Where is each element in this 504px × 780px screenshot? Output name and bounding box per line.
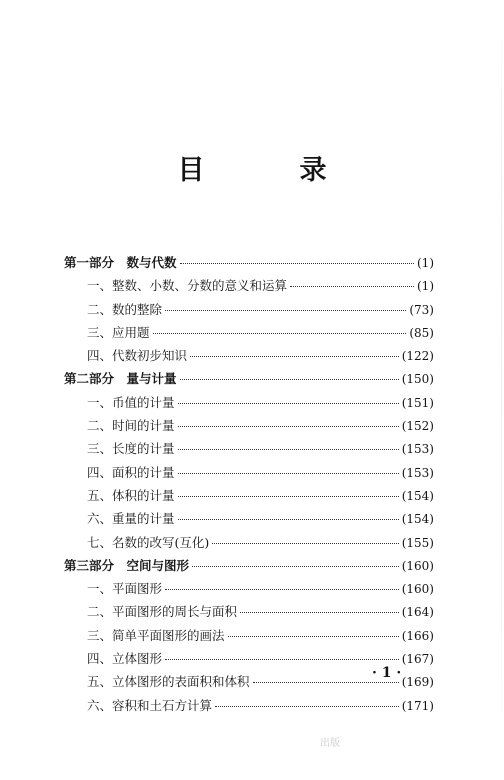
dot-leader [165,659,399,660]
page-title: 目 录 [177,155,361,186]
scan-edge-mark: 出版 [320,738,340,749]
table-of-contents [64,253,434,719]
dot-leader [180,263,414,264]
toc-entry-label: 三、长度的计量 [87,441,175,457]
toc-entry-label: 六、容积和土石方计算 [87,697,213,713]
dot-leader [165,310,406,311]
toc-entry-label: 七、名数的改写(互化) [87,534,210,550]
dot-leader [180,379,399,380]
toc-page-number: (73) [409,302,434,317]
toc-entry-row [64,439,434,462]
dot-leader [228,636,399,637]
toc-entry-label: 一、平面图形 [87,581,163,597]
toc-page-number: (153) [401,465,434,480]
toc-page-number: (164) [401,605,434,620]
toc-entry-row [64,276,434,299]
toc-entry-label: 第一部分 数与代数 [64,255,177,270]
toc-entry-row [64,509,434,532]
page-number: · 1 · [372,665,402,681]
dot-leader [215,706,399,707]
toc-page-number: (171) [401,698,434,713]
toc-part-row [64,253,434,276]
toc-page-number: (122) [401,349,434,364]
dot-leader [178,426,399,427]
toc-page-number: (85) [409,325,434,340]
dot-leader [212,543,398,544]
toc-entry-row [64,696,434,719]
toc-entry-row [64,486,434,509]
toc-entry-label: 四、面积的计量 [87,464,175,480]
toc-page-number: (160) [401,582,434,597]
page-edge-shadow [501,0,502,780]
toc-entry-row [64,346,434,369]
dot-leader [165,589,399,590]
dot-leader [153,333,407,334]
toc-page-number: (151) [401,395,434,410]
toc-entry-label: 三、应用题 [87,324,150,340]
toc-entry-label: 四、立体图形 [87,651,163,667]
toc-entry-label: 五、立体图形的表面积和体积 [87,674,250,690]
toc-entry-row [64,300,434,323]
dot-leader [192,566,399,567]
toc-page-number: (167) [401,652,434,667]
toc-entry-label: 第三部分 空间与图形 [64,557,190,573]
toc-entry-row [64,579,434,602]
dot-leader [178,496,399,497]
toc-page-number: (1) [417,279,434,294]
toc-part-row [64,369,434,392]
dot-leader [178,449,399,450]
toc-entry-label: 二、时间的计量 [87,418,175,434]
dot-leader [290,286,414,287]
toc-page-number: (152) [401,419,434,434]
toc-entry-row [64,533,434,556]
toc-page-number: (154) [401,512,434,527]
toc-entry-label: 五、体积的计量 [87,487,175,503]
dot-leader [178,519,399,520]
toc-entry-label: 第二部分 量与计量 [64,371,177,387]
toc-entry-label: 一、币值的计量 [87,394,175,410]
toc-entry-label: 一、整数、小数、分数的意义和运算 [87,278,288,294]
toc-part-row [64,556,434,579]
toc-entry-row [64,463,434,486]
toc-page-number: (1) [417,256,434,270]
toc-entry-label: 四、代数初步知识 [87,348,188,364]
toc-entry-row [64,602,434,625]
dot-leader [178,403,399,404]
toc-page-number: (169) [401,675,434,690]
dot-leader [253,682,399,683]
toc-entry-label: 三、简单平面图形的画法 [87,627,225,643]
toc-page-number: (160) [401,558,434,573]
toc-entry-row [64,626,434,649]
toc-entry-label: 二、平面图形的周长与面积 [87,604,238,620]
dot-leader [240,612,399,613]
toc-page-number: (154) [401,488,434,503]
toc-page-number: (155) [401,535,434,550]
toc-entry-row [64,393,434,416]
toc-page-number: (150) [401,372,434,387]
dot-leader [190,356,399,357]
dot-leader [178,473,399,474]
toc-entry-label: 二、数的整除 [87,301,163,317]
toc-page-number: (166) [401,628,434,643]
toc-entry-row [64,323,434,346]
toc-entry-row [64,416,434,439]
toc-page-number: (153) [401,442,434,457]
toc-entry-label: 六、重量的计量 [87,511,175,527]
